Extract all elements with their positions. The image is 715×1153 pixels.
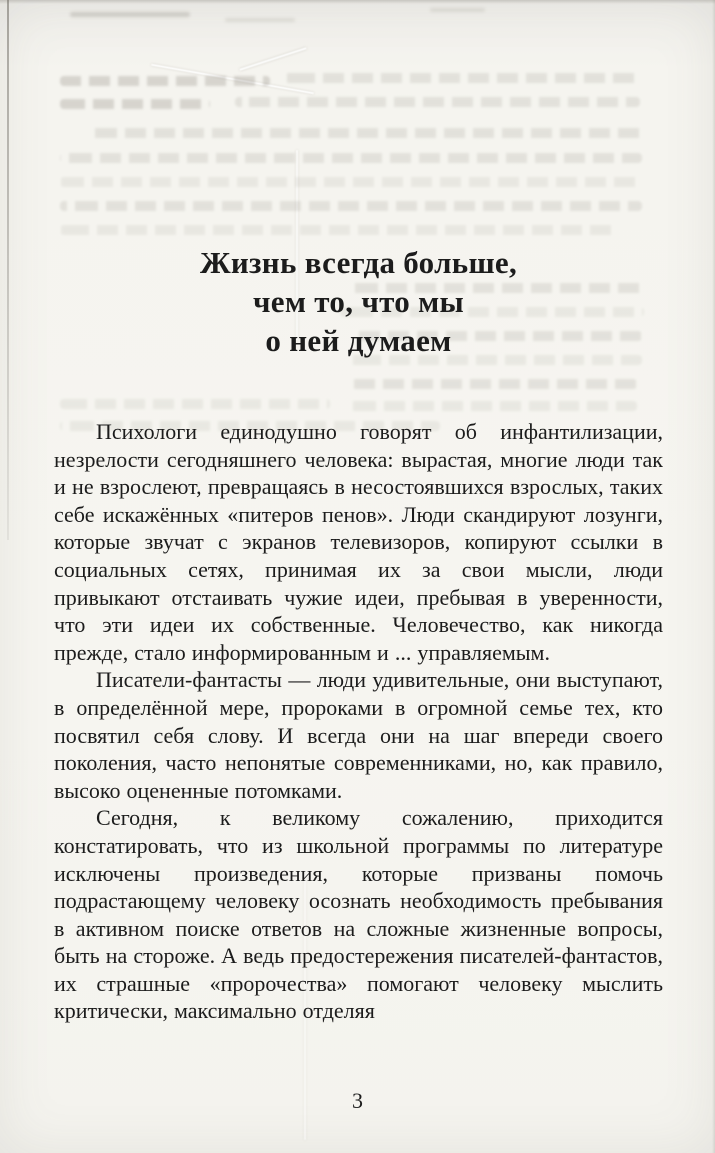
chapter-title-line: Жизнь всегда больше, — [199, 245, 518, 280]
paragraph: Сегодня, к великому сожалению, приходится констатировать, что из школьной программы по литературе исключены произведения, которые призваны помочь подрастающему человеку осознать необходимость пребывания в активном поиске ответов на сложные жизненные вопросы, быть на стороже. А ведь предостережения писателей-фантастов, их страшные «пророчества» помогают человеку мыслить критически, максимально отделяя — [54, 805, 663, 1024]
page-number: 3 — [352, 1088, 363, 1113]
bleedthrough-line — [235, 97, 640, 107]
paragraph: Писатели-фантасты — люди удивительные, они выступают, в определённой мере, пророками в огромной семье тех, кто посвятил себя слову. И всегда они на шаг впереди своего поколения, часто непонятые современниками, но, как правило, высоко оцененные потомками. — [54, 667, 663, 803]
bleedthrough-line — [60, 153, 642, 163]
bleedthrough-line — [60, 76, 270, 86]
bleedthrough-line — [60, 99, 210, 109]
scan-smudge — [430, 8, 485, 12]
scan-smudge — [225, 18, 295, 22]
chapter-title — [54, 243, 663, 360]
scan-smudge — [70, 12, 190, 17]
bleedthrough-line — [60, 225, 618, 235]
chapter-title-line: чем то, что мы — [253, 284, 464, 319]
bleedthrough-line — [60, 177, 642, 187]
body-text — [54, 418, 663, 1025]
page-content — [54, 243, 663, 1025]
page-edge-shadow-top — [0, 0, 715, 4]
paragraph: Психологи единодушно говорят об инфантилизации, незрелости сегодняшнего человека: вырастая, многие люди так и не взрослеют, превращаясь в несостоявшихся взрослых, таких себе искажённых «питеров пенов». Люди скандируют лозунги, которые звучат с экранов телевизоров, копируют ссылки в социальных сетях, принимая их за свои мысли, люди привыкают отстаивать чужие идеи, пребывая в уверенности, что эти идеи их собственные. Человечество, как никогда прежде, стало информированным и ... управляемым. — [54, 419, 663, 665]
page-edge-line-left — [7, 0, 9, 540]
chapter-title-line: о ней думаем — [265, 323, 452, 358]
bleedthrough-line — [285, 73, 640, 83]
scratch-mark — [239, 47, 306, 71]
bleedthrough-line — [60, 201, 642, 211]
bleedthrough-line — [90, 128, 642, 138]
